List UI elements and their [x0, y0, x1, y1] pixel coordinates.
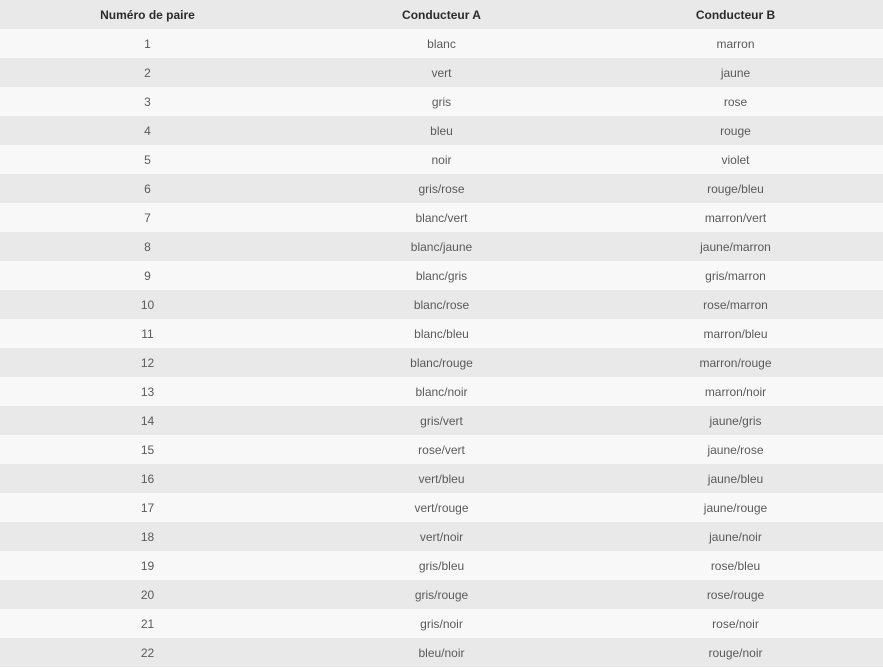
conductor-a-cell: noir — [295, 145, 588, 174]
conductor-b-cell: violet — [588, 145, 883, 174]
conductor-a-cell: bleu — [295, 116, 588, 145]
pair-number-cell: 1 — [0, 29, 295, 58]
table-row — [0, 522, 883, 551]
conductor-a-cell: blanc/jaune — [295, 232, 588, 261]
table-row — [0, 174, 883, 203]
conductor-b-cell: gris/marron — [588, 261, 883, 290]
conductor-b-cell: marron/bleu — [588, 319, 883, 348]
conductor-a-cell: blanc/bleu — [295, 319, 588, 348]
conductor-a-cell: blanc/vert — [295, 203, 588, 232]
conductor-a-cell: gris/rouge — [295, 580, 588, 609]
pair-number-cell: 22 — [0, 638, 295, 667]
table-row — [0, 232, 883, 261]
conductor-a-cell: blanc — [295, 29, 588, 58]
pair-number-cell: 15 — [0, 435, 295, 464]
table-row — [0, 551, 883, 580]
conductor-b-cell: rose — [588, 87, 883, 116]
conductor-b-cell: rose/bleu — [588, 551, 883, 580]
pair-number-cell: 21 — [0, 609, 295, 638]
pair-number-cell: 4 — [0, 116, 295, 145]
table-row — [0, 406, 883, 435]
pair-number-cell: 6 — [0, 174, 295, 203]
pair-number-cell: 16 — [0, 464, 295, 493]
pair-number-cell: 20 — [0, 580, 295, 609]
conductor-b-cell: rouge — [588, 116, 883, 145]
conductor-b-cell: rose/rouge — [588, 580, 883, 609]
table-row — [0, 29, 883, 58]
table-row — [0, 261, 883, 290]
conductor-a-cell: blanc/gris — [295, 261, 588, 290]
table-row — [0, 377, 883, 406]
conductor-a-cell: vert/bleu — [295, 464, 588, 493]
conductor-b-cell: rose/marron — [588, 290, 883, 319]
conductor-b-cell: rouge/bleu — [588, 174, 883, 203]
conductor-a-cell: vert — [295, 58, 588, 87]
table-row — [0, 116, 883, 145]
header-pair-number: Numéro de paire — [0, 0, 295, 29]
pair-number-cell: 18 — [0, 522, 295, 551]
conductor-b-cell: rose/noir — [588, 609, 883, 638]
conductor-b-cell: marron/noir — [588, 377, 883, 406]
conductor-b-cell: jaune/bleu — [588, 464, 883, 493]
pair-number-cell: 8 — [0, 232, 295, 261]
conductor-b-cell: marron/vert — [588, 203, 883, 232]
pair-number-cell: 13 — [0, 377, 295, 406]
table-body — [0, 29, 883, 667]
header-row — [0, 0, 883, 29]
pair-number-cell: 3 — [0, 87, 295, 116]
pair-number-cell: 12 — [0, 348, 295, 377]
table-row — [0, 348, 883, 377]
conductor-b-cell: marron/rouge — [588, 348, 883, 377]
table-row — [0, 580, 883, 609]
header-conductor-a: Conducteur A — [295, 0, 588, 29]
table-row — [0, 87, 883, 116]
pair-number-cell: 17 — [0, 493, 295, 522]
table-row — [0, 435, 883, 464]
table-row — [0, 319, 883, 348]
pair-number-cell: 11 — [0, 319, 295, 348]
conductor-b-cell: rouge/noir — [588, 638, 883, 667]
table-row — [0, 145, 883, 174]
table-row — [0, 58, 883, 87]
conductor-b-cell: jaune/noir — [588, 522, 883, 551]
conductor-b-cell: jaune — [588, 58, 883, 87]
pair-number-cell: 19 — [0, 551, 295, 580]
table-row — [0, 609, 883, 638]
table-row — [0, 203, 883, 232]
conductor-b-cell: jaune/rose — [588, 435, 883, 464]
conductor-a-cell: gris/rose — [295, 174, 588, 203]
pair-number-cell: 10 — [0, 290, 295, 319]
conductor-b-cell: marron — [588, 29, 883, 58]
pair-number-cell: 14 — [0, 406, 295, 435]
conductor-a-cell: vert/rouge — [295, 493, 588, 522]
conductor-a-cell: blanc/noir — [295, 377, 588, 406]
table-row — [0, 638, 883, 667]
pair-number-cell: 2 — [0, 58, 295, 87]
conductor-b-cell: jaune/rouge — [588, 493, 883, 522]
table-row — [0, 493, 883, 522]
conductor-a-cell: blanc/rose — [295, 290, 588, 319]
conductor-a-cell: bleu/noir — [295, 638, 588, 667]
pair-number-cell: 5 — [0, 145, 295, 174]
table-row — [0, 290, 883, 319]
conductor-a-cell: rose/vert — [295, 435, 588, 464]
conductor-a-cell: gris/bleu — [295, 551, 588, 580]
conductor-a-cell: gris/vert — [295, 406, 588, 435]
conductor-a-cell: gris — [295, 87, 588, 116]
table-row — [0, 464, 883, 493]
conductor-a-cell: blanc/rouge — [295, 348, 588, 377]
table-header — [0, 0, 883, 29]
conductor-b-cell: jaune/gris — [588, 406, 883, 435]
conductor-a-cell: gris/noir — [295, 609, 588, 638]
pair-number-cell: 7 — [0, 203, 295, 232]
conductor-a-cell: vert/noir — [295, 522, 588, 551]
conductor-b-cell: jaune/marron — [588, 232, 883, 261]
header-conductor-b: Conducteur B — [588, 0, 883, 29]
pair-number-cell: 9 — [0, 261, 295, 290]
